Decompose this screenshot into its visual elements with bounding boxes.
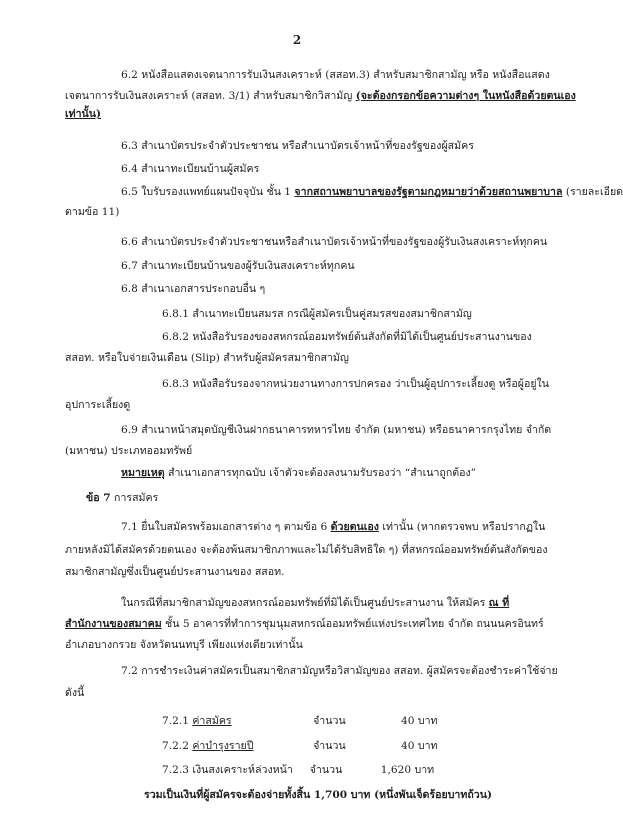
- item-6-5-tail: (รายละเอียด: [562, 186, 623, 198]
- item-6-2-text: เจตนาการรับเงินสงเคราะห์ (สสอท. 3/1) สำหรับสมาชิกวิสามัญ: [65, 90, 356, 102]
- item-6-4: 6.4 สำเนาทะเบียนบ้านผู้สมัคร: [121, 163, 260, 175]
- para2-office: สำนักงานของสมาคม: [65, 618, 162, 630]
- item-6-8: 6.8 สำเนาเอกสารประกอบอื่น ๆ: [121, 283, 266, 295]
- item-6-5-line1: [121, 185, 623, 199]
- fee-row: [162, 714, 438, 728]
- item-7-2-line2: ดังนี้: [65, 687, 85, 699]
- section-7-title: การสมัคร: [110, 492, 159, 504]
- item-7-1-para2-line2: [65, 617, 544, 631]
- item-6-7: 6.7 สำเนาทะเบียนบ้านของผู้รับเงินสงเคราะห์ทุกคน: [121, 260, 355, 272]
- fee-code: 7.2.2: [162, 740, 189, 752]
- item-7-1-line3: สมาชิกสามัญซึ่งเป็นศูนย์ประสานงานของ สสอท.: [65, 566, 285, 578]
- fee-amount: 40: [400, 715, 415, 727]
- fee-label: เงินสงเคราะห์ล่วงหน้า: [192, 764, 293, 776]
- item-7-1-line2: ภายหลังมิได้สมัครด้วยตนเอง จะต้องพ้นสมาชิกภาพและไม่ได้รับสิทธิใด ๆ) ที่สหกรณ์ออมทรัพย์ต้นสังกัดของ: [65, 544, 548, 556]
- item-7-1-para2-line3: อำเภอบางกรวย จังหวัดนนทบุรี เพียงแห่งเดียวเท่านั้น: [65, 639, 303, 651]
- fee-amount: 1,620: [380, 764, 412, 776]
- note-text: สำเนาเอกสารทุกฉบับ เจ้าตัวจะต้องลงนามรับรองว่า “สำเนาถูกต้อง”: [164, 467, 477, 479]
- item-6-2-line2: [65, 89, 576, 103]
- item-6-5-text: 6.5 ใบรับรองแพทย์แผนปัจจุบัน ชั้น 1: [121, 186, 295, 198]
- note-label: หมายเหตุ: [121, 467, 165, 479]
- item-6-2-line3: เท่านั้น): [65, 108, 102, 120]
- item-6-8-1: 6.8.1 สำเนาทะเบียนสมรส กรณีผู้สมัครเป็นคู่สมรสของสมาชิกสามัญ: [162, 308, 472, 320]
- item-6-8-3-line2: อุปการะเลี้ยงดู: [65, 399, 131, 411]
- note-line: [121, 466, 476, 480]
- fee-qty-label: จำนวน: [313, 715, 346, 727]
- item-6-9-line2: (มหาชน) ประเภทออมทรัพย์: [65, 445, 193, 457]
- item-6-6: 6.6 สำเนาบัตรประจำตัวประชาชนหรือสำเนาบัตรเจ้าหน้าที่ของรัฐของผู้รับเงินสงเคราะห์ทุกคน: [121, 236, 548, 248]
- item-7-1-tail: เท่านั้น (หากตรวจพบ หรือปรากฏใน: [378, 521, 546, 533]
- item-7-1-text: 7.1 ยื่นใบสมัครพร้อมเอกสารต่าง ๆ ตามข้อ 6: [121, 521, 331, 533]
- item-6-3: 6.3 สำเนาบัตรประจำตัวประชาชน หรือสำเนาบัตรเจ้าหน้าที่ของรัฐของผู้สมัคร: [121, 140, 474, 152]
- item-7-1-line1: [121, 520, 545, 534]
- item-6-9-line1: 6.9 สำเนาหน้าสมุดบัญชีเงินฝากธนาคารทหารไทย จำกัด (มหาชน) หรือธนาคารกรุงไทย จำกัด: [121, 424, 552, 436]
- fee-unit: บาท: [417, 740, 438, 752]
- item-7-1-emphasis: ด้วยตนเอง: [330, 521, 379, 533]
- fee-amount: 40: [400, 740, 415, 752]
- item-6-2-line1: 6.2 หนังสือแสดงเจตนาการรับเงินสงเคราะห์ (สสอท.3) สำหรับสมาชิกสามัญ หรือ หนังสือแสดง: [121, 69, 550, 81]
- para2-address: ชั้น 5 อาคารที่ทำการชุมนุมสหกรณ์ออมทรัพย์แห่งประเทศไทย จำกัด ถนนนครอินทร์: [161, 618, 544, 630]
- item-6-8-3-line1: 6.8.3 หนังสือรับรองจากหน่วยงานทางการปกครอง ว่าเป็นผู้อุปการะเลี้ยงดู หรือผู้อยู่ใน: [162, 378, 549, 390]
- fee-label: ค่าสมัคร: [192, 715, 232, 727]
- item-6-5-line2: ตามข้อ 11): [65, 206, 120, 218]
- page-number: 2: [292, 33, 302, 47]
- para2-text: ในกรณีที่สมาชิกสามัญของสหกรณ์ออมทรัพย์ที่มิได้เป็นศูนย์ประสานงาน ให้สมัคร: [121, 597, 489, 609]
- fee-unit: บาท: [417, 715, 438, 727]
- fee-unit: บาท: [414, 764, 435, 776]
- item-6-2-emphasis: (จะต้องกรอกข้อความต่างๆ ในหนังสือด้วยตนเอง: [355, 90, 576, 102]
- fee-qty-label: จำนวน: [309, 764, 343, 776]
- para2-emphasis: ณ ที่: [488, 597, 510, 609]
- section-7-number: ข้อ 7: [86, 492, 111, 504]
- fee-label: ค่าบำรุงรายปี: [192, 740, 254, 752]
- item-6-8-2-line1: 6.8.2 หนังสือรับรองของสหกรณ์ออมทรัพย์ต้นสังกัดที่มิได้เป็นศูนย์ประสานงานของ: [162, 331, 532, 343]
- fee-code: 7.2.3: [162, 764, 189, 776]
- item-7-1-para2-line1: [121, 596, 509, 610]
- section-7-heading: [86, 491, 158, 505]
- fee-qty-label: จำนวน: [313, 740, 346, 752]
- item-6-5-emphasis: จากสถานพยาบาลของรัฐตามกฎหมายว่าด้วยสถานพยาบาล: [294, 186, 563, 198]
- fee-total: รวมเป็นเงินที่ผู้สมัครจะต้องจ่ายทั้งสิ้น 1,700 บาท (หนึ่งพันเจ็ดร้อยบาทถ้วน): [144, 789, 492, 801]
- fee-row: [162, 763, 434, 777]
- fee-row: [162, 739, 438, 753]
- item-6-8-2-line2: สสอท. หรือใบจ่ายเงินเดือน (Slip) สำหรับผู้สมัครสมาชิกสามัญ: [65, 352, 349, 364]
- fee-code: 7.2.1: [162, 715, 189, 727]
- item-7-2-line1: 7.2 การชำระเงินค่าสมัครเป็นสมาชิกสามัญหรือวิสามัญของ สสอท. ผู้สมัครจะต้องชำระค่าใช้จ่าย: [121, 665, 558, 677]
